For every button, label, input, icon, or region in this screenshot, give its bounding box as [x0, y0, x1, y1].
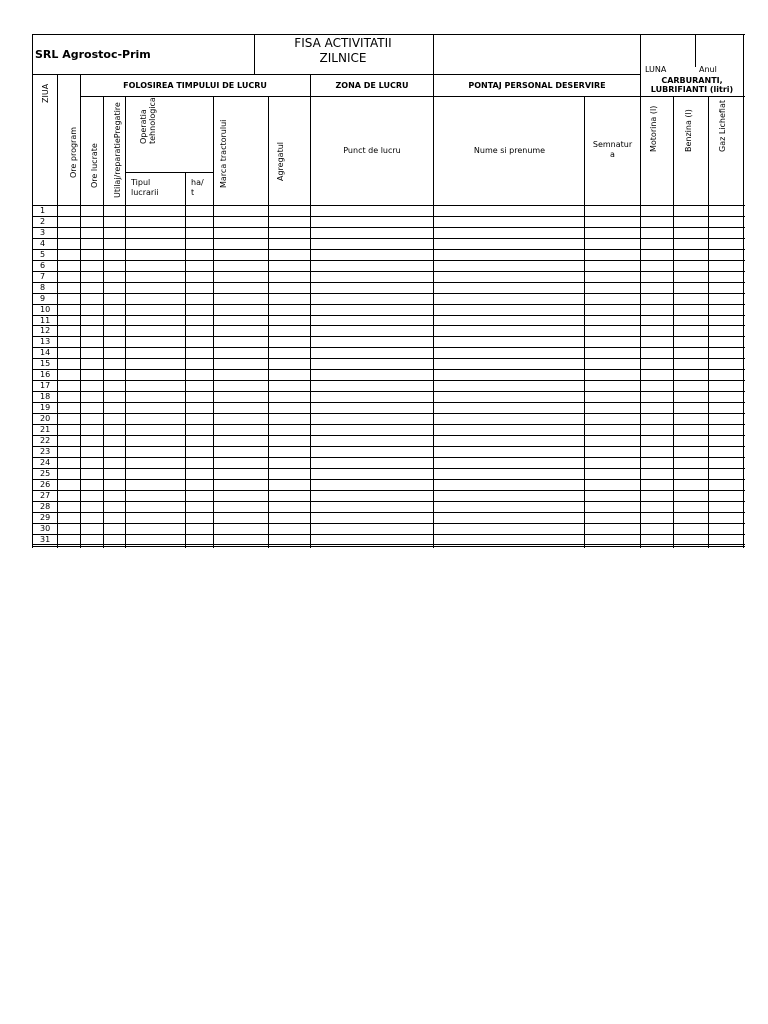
tipul-lucrarii-header-line2: lucrarii — [131, 188, 159, 197]
semnatura-header-line1: Semnatur — [592, 140, 633, 149]
ziua-header: ZIUA — [41, 83, 50, 103]
day-number: 25 — [40, 469, 51, 478]
grid-vline — [185, 172, 186, 548]
day-number: 2 — [40, 217, 46, 226]
day-number: 29 — [40, 513, 51, 522]
grid-vline — [213, 96, 214, 548]
grid-hline — [32, 479, 745, 480]
day-number: 26 — [40, 480, 51, 489]
grid-hline — [32, 282, 745, 283]
punct-de-lucru-header: Punct de lucru — [343, 146, 401, 155]
grid-hline — [32, 424, 745, 425]
grid-hline — [32, 512, 745, 513]
day-number: 4 — [40, 239, 46, 248]
grid-vline — [708, 96, 709, 548]
ore-lucrate-header: Ore lucrate — [90, 143, 99, 188]
grid-hline — [32, 435, 745, 436]
day-number: 31 — [40, 535, 51, 544]
company-name: SRL Agrostoc-Prim — [35, 48, 151, 61]
day-number: 27 — [40, 491, 51, 500]
grid-hline — [32, 446, 745, 447]
day-number: 15 — [40, 359, 51, 368]
grid-vline — [125, 96, 126, 548]
day-number: 7 — [40, 272, 46, 281]
grid-vline — [32, 34, 33, 548]
grid-hline — [32, 34, 745, 35]
grid-hline — [32, 391, 745, 392]
grid-hline — [32, 523, 745, 524]
form-title-line2: ZILNICE — [319, 51, 367, 65]
activity-sheet — [32, 34, 744, 547]
tipul-lucrarii-header-line1: Tipul — [131, 178, 151, 187]
grid-vline — [57, 74, 58, 548]
day-number: 30 — [40, 524, 51, 533]
grid-vline — [80, 74, 81, 548]
folosirea-header: FOLOSIREA TIMPULUI DE LUCRU — [123, 81, 267, 90]
luna-label: LUNA — [645, 65, 667, 74]
grid-hline — [32, 369, 745, 370]
day-number: 18 — [40, 392, 51, 401]
day-number: 16 — [40, 370, 51, 379]
ha-t-header-line1: ha/ — [191, 178, 204, 187]
day-number: 6 — [40, 261, 46, 270]
grid-hline — [32, 413, 745, 414]
gaz-lichefiat-header: Gaz Lichefiat — [718, 100, 727, 152]
semnatura-header-line2: a — [610, 150, 615, 159]
carburanti-header-line2: LUBRIFIANTI (litri) — [650, 85, 734, 94]
ha-t-header-line2: t — [191, 188, 195, 197]
day-number: 19 — [40, 403, 51, 412]
grid-hline — [32, 238, 745, 239]
grid-hline — [32, 304, 745, 305]
grid-hline — [32, 205, 745, 206]
grid-hline — [80, 96, 745, 97]
grid-hline — [32, 74, 641, 75]
grid-vline — [743, 34, 744, 548]
day-number: 10 — [40, 305, 51, 314]
day-number: 20 — [40, 414, 51, 423]
grid-hline — [32, 501, 745, 502]
grid-hline — [32, 227, 745, 228]
marca-tractorului-header: Marca tractorului — [219, 119, 228, 188]
operatia-header-line2: tehnologica — [148, 97, 157, 144]
day-number: 1 — [40, 206, 46, 215]
grid-vline — [310, 74, 311, 548]
grid-hline — [32, 546, 745, 547]
day-number: 12 — [40, 326, 51, 335]
day-number: 22 — [40, 436, 51, 445]
motorina-header: Motorina (l) — [649, 105, 658, 152]
grid-vline — [584, 96, 585, 548]
day-number: 17 — [40, 381, 51, 390]
day-number: 8 — [40, 283, 46, 292]
day-number: 21 — [40, 425, 51, 434]
day-number: 11 — [40, 316, 51, 325]
grid-vline — [640, 34, 641, 548]
grid-hline — [32, 293, 745, 294]
day-number: 24 — [40, 458, 51, 467]
grid-hline — [32, 271, 745, 272]
utilaj-header: Utilaj/reparatiePregatire — [113, 102, 122, 198]
day-number: 28 — [40, 502, 51, 511]
benzina-header: Benzina (l) — [684, 109, 693, 152]
day-number: 23 — [40, 447, 51, 456]
grid-hline — [32, 260, 745, 261]
nume-prenume-header: Nume si prenume — [473, 146, 546, 155]
day-number: 14 — [40, 348, 51, 357]
zona-header: ZONA DE LUCRU — [335, 81, 409, 90]
grid-vline — [103, 96, 104, 548]
grid-hline — [32, 336, 745, 337]
grid-hline — [32, 457, 745, 458]
grid-hline — [32, 534, 745, 535]
ore-program-header: Ore program — [69, 126, 78, 178]
grid-hline — [32, 544, 745, 545]
grid-vline — [673, 96, 674, 548]
grid-vline — [433, 34, 434, 548]
anul-label: Anul — [699, 65, 717, 74]
day-number: 3 — [40, 228, 46, 237]
agregatul-header: Agregatul — [276, 142, 285, 181]
grid-hline — [32, 468, 745, 469]
form-title-line1: FISA ACTIVITATII — [294, 36, 392, 50]
grid-hline — [32, 358, 745, 359]
grid-hline — [32, 315, 745, 316]
grid-hline — [32, 402, 745, 403]
grid-hline — [32, 380, 745, 381]
day-number: 5 — [40, 250, 46, 259]
grid-hline — [32, 249, 745, 250]
grid-hline — [32, 490, 745, 491]
grid-hline — [32, 325, 745, 326]
grid-hline — [32, 216, 745, 217]
grid-vline — [268, 96, 269, 548]
grid-vline — [695, 34, 696, 67]
grid-hline — [125, 172, 214, 173]
day-number: 9 — [40, 294, 46, 303]
day-number: 13 — [40, 337, 51, 346]
grid-hline — [32, 347, 745, 348]
carburanti-header-line1: CARBURANTI, — [661, 76, 723, 85]
pontaj-header: PONTAJ PERSONAL DESERVIRE — [468, 81, 606, 90]
operatia-header-line1: Operatia — [139, 109, 148, 144]
